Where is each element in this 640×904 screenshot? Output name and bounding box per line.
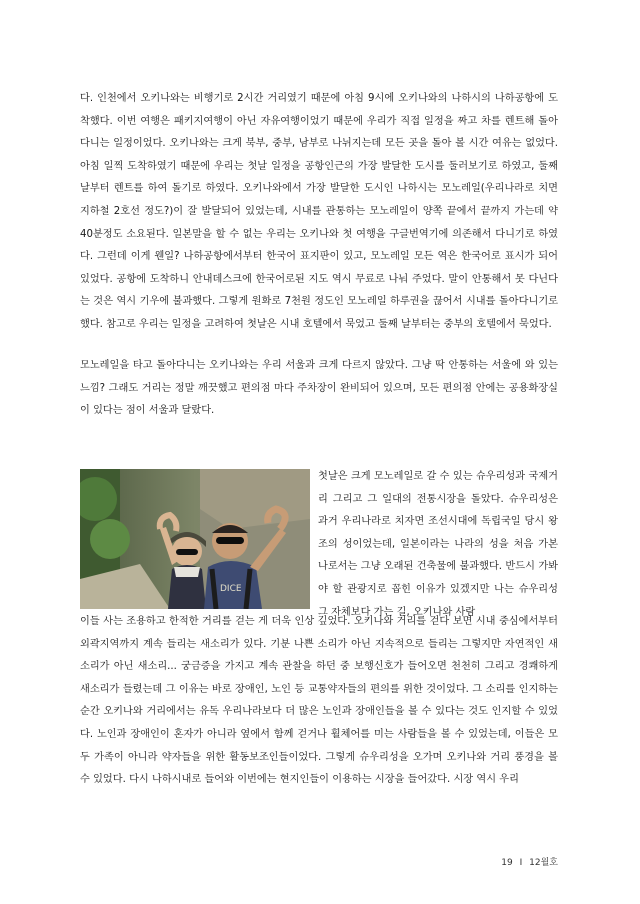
page-number: 19 [501,858,513,868]
paragraph-3: 이들 사는 조용하고 한적한 거리를 걷는 게 더욱 인상 깊었다. 오키나와 거리를 걷다 보면 시내 중심에서부터 외곽지역까지 계속 들리는 새소리가 있다. 기분 나쁜 소리가 아닌 지속적으로 들리는 그렇지만 자연적인 새소리가 아닌 새소리... 궁금증을 가지고 계속 관찰을 하던 중 보행신호가 들어오면 천천히 그리고 경쾌하게 새소리가 들렸는데 그 이유는 바로 장애인, 노인 등 교통약자들의 편의를 위한 것이었다. 그 소리를 인지하는 순간 오키나와 거리에서는 유독 우리나라보다 더 많은 노인과 장애인들을 볼 수 있다는 것도 인지할 수 있었다. 노인과 장애인이 혼자가 아니라 옆에서 함께 걷거나 휠체어를 미는 사람들을 볼 수 있었는데, 이들은 모두 가족이 아니라 약자들을 위한 활동보조인들이었다. 그렇게 슈우리성을 오가며 오키나와 거리 풍경을 볼 수 있었다. 다시 나하시내로 들어와 이번에는 현지인들이 이용하는 시장을 들어갔다. 시장 역시 우리 [80,616,558,786]
paragraph-2: 모노레일을 타고 돌아다니는 오키나와는 우리 서울과 크게 다르지 않았다. 그냥 딱 안통하는 서울에 와 있는 느낌? 그래도 거리는 정말 깨끗했고 편의점 마다 주차장이 완비되어 있으며, 모든 편의점 안에는 공용화장실이 있다는 점이 서울과 달랐다. [80,360,558,417]
travel-photo [80,469,310,609]
svg-text:DICE: DICE [220,584,242,594]
paragraph-1: 다. 인천에서 오키나와는 비행기로 2시간 거리였기 때문에 아침 9시에 오키나와의 나하시의 나하공항에 도착했다. 이번 여행은 패키지여행이 아닌 자유여행이었기 때문에 우리가 직접 일정을 짜고 차를 렌트해 돌아다니는 일정이었다. 오키나와는 크게 북부, 중부, 남부로 나뉘지는데 모든 곳을 돌아 볼 시간 여유는 없었다. 아침 일찍 도착하였기 때문에 우리는 첫날 일정을 공항인근의 가장 발달한 도시를 둘러보기로 하였고, 둘째 날부터 렌트를 하여 돌기로 하였다. 오키나와에서 가장 발달한 도시인 나하시는 모노레일(우리나라로 치면 지하철 2호선 정도?)이 잘 발달되어 있었는데, 시내를 관통하는 모노레일이 양쪽 끝에서 끝까지 가는데 약 40분정도 소요된다. 일본말을 할 수 없는 우리는 오키나와 첫 여행을 구글번역기에 의존해서 다니기로 하였다. 그런데 이게 웬일? 나하공항에서부터 한국어 표지판이 있고, 모노레일 모든 역은 한국어로 표시가 되어 있었다. 공항에 도착하니 안내데스크에 한국어로된 지도 역시 무료로 나눠 주었다. 말이 안통해서 못 다닌다는 것은 역시 기우에 불과했다. 그렇게 원화로 7천원 정도인 모노레일 하루권을 끊어서 시내를 돌아다니기로 했다. 참고로 우리는 일정을 고려하여 첫날은 시내 호텔에서 묵었고 둘째 날부터는 중부의 호텔에서 묵었다. [80,93,558,330]
footer-separator: I [519,858,523,868]
side-paragraph: 첫날은 크게 모노레일로 갈 수 있는 슈우리성과 국제거리 그리고 그 일대의 전통시장을 돌았다. 슈우리성은 과거 우리나라로 치자면 조선시대에 독립국일 당시 왕조의 성이었는데, 일본이라는 나라의 성을 처음 가본 나로서는 그냥 오래된 건축물에 불과했다. 반드시 가봐야 할 관광지로 꼽힌 이유가 있겠지만 나는 슈우리성 그 자체보다 가는 길, 오키나와 사람 [318,471,558,618]
page-footer [501,855,558,868]
photo-illustration [80,469,310,609]
issue-label: 12월호 [529,858,558,868]
